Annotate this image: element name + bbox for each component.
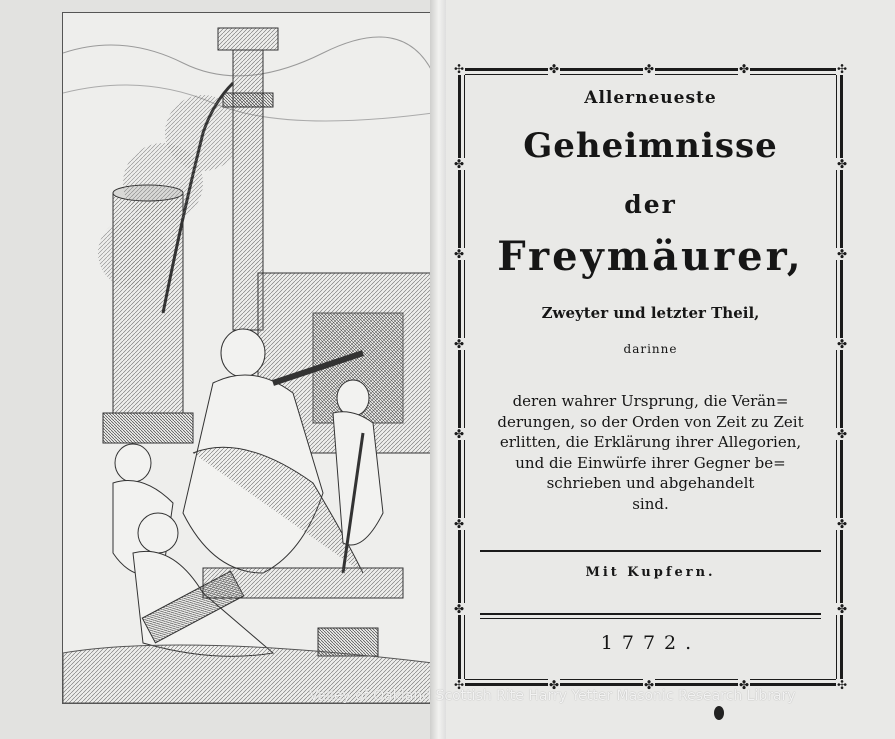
title-line-geheimnisse: Geheimnisse <box>523 126 778 166</box>
title-line-der: der <box>624 190 677 219</box>
title-line-volume: Zweyter und letzter Theil, <box>541 304 760 322</box>
border-ornament-icon: ✤ <box>836 247 848 261</box>
border-ornament-icon: ✤ <box>453 247 465 261</box>
ink-blot <box>714 706 724 720</box>
border-ornament-icon: ✤ <box>453 157 465 171</box>
border-ornament-icon: ✤ <box>453 602 465 616</box>
frontispiece-engraving <box>62 12 434 704</box>
engraving-illustration <box>63 13 433 703</box>
border-ornament-icon: ✤ <box>453 517 465 531</box>
description-line: sind. <box>632 494 669 513</box>
title-page-border <box>453 62 848 692</box>
border-ornament-icon: ✤ <box>643 62 655 76</box>
border-ornament-icon: ✤ <box>836 337 848 351</box>
border-ornament-icon: ✤ <box>738 62 750 76</box>
description-line: und die Einwürfe ihrer Gegner be= <box>515 453 786 472</box>
border-ornament-icon: ✤ <box>453 427 465 441</box>
border-ornament-icon: ✤ <box>836 427 848 441</box>
frontispiece-page <box>0 0 438 739</box>
divider-rule-thin <box>480 618 821 619</box>
library-watermark: Valley of Oakland Scottish Rite Harry Yetter Masonic Research Library <box>309 688 796 704</box>
publication-year: 1772. <box>600 632 701 654</box>
description-line: derungen, so der Orden von Zeit zu Zeit <box>497 412 804 431</box>
border-ornament-icon: ✤ <box>836 602 848 616</box>
divider-rule <box>480 550 821 552</box>
corner-ornament-icon: ✣ <box>836 62 848 76</box>
title-line-darinne: darinne <box>623 342 678 356</box>
corner-ornament-icon: ✣ <box>453 62 465 76</box>
border-ornament-icon: ✤ <box>643 678 655 692</box>
border-ornament-icon: ✤ <box>836 517 848 531</box>
border-ornament-icon: ✤ <box>453 337 465 351</box>
divider-rule <box>480 613 821 615</box>
border-ornament-icon: ✤ <box>738 678 750 692</box>
corner-ornament-icon: ✣ <box>836 678 848 692</box>
title-line-allerneueste: Allerneueste <box>584 88 717 108</box>
book-gutter <box>430 0 446 739</box>
description-line: schrieben und abgehandelt <box>546 474 755 492</box>
plates-note: Mit Kupfern. <box>585 565 716 580</box>
title-line-freymaurer: Freymäurer, <box>497 233 804 280</box>
description-line: deren wahrer Ursprung, die Verän= <box>512 392 789 410</box>
corner-ornament-icon: ✣ <box>453 678 465 692</box>
title-description <box>473 391 828 514</box>
border-ornament-icon: ✤ <box>548 62 560 76</box>
border-ornament-icon: ✤ <box>836 157 848 171</box>
description-line: erlitten, die Erklärung ihrer Allegorien, <box>499 433 802 451</box>
border-ornament-icon: ✤ <box>548 678 560 692</box>
